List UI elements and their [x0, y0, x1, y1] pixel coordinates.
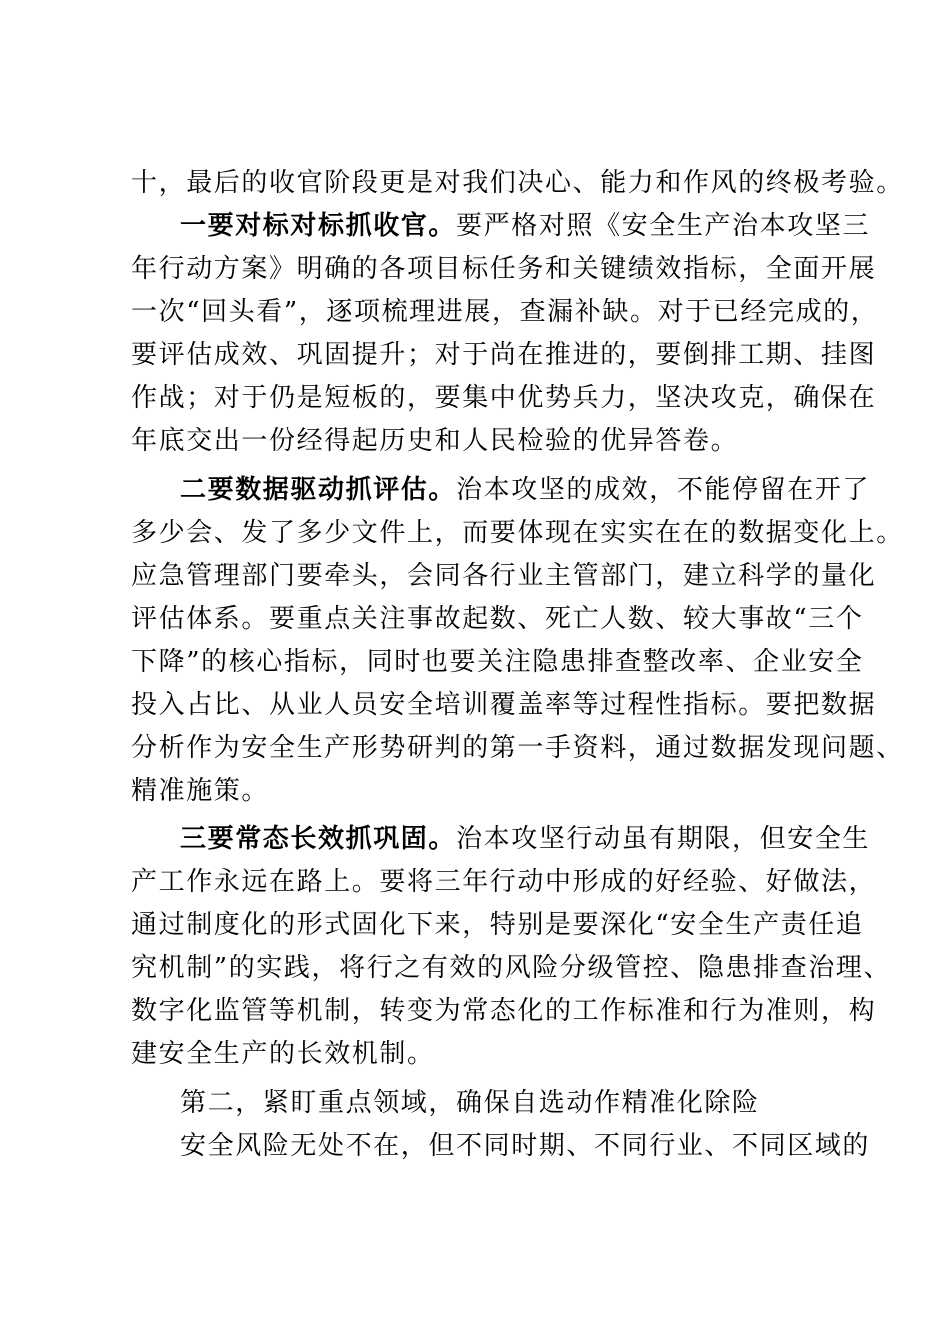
section-heading: 三要常态长效抓巩固。 — [180, 824, 457, 854]
paragraph-line: 评估体系。要重点关注事故起数、死亡人数、较大事故“三个 — [131, 604, 864, 634]
paragraph-line: 作战；对于仍是短板的，要集中优势兵力，坚决攻克，确保在 — [131, 383, 877, 413]
paragraph-line: 下降”的核心指标，同时也要关注隐患排查整改率、企业安全 — [131, 647, 864, 677]
paragraph-line: 年行动方案》明确的各项目标任务和关键绩效指标，全面开展 — [131, 254, 877, 284]
paragraph-line: 分析作为安全生产形势研判的第一手资料，通过数据发现问题、 — [131, 733, 904, 763]
paragraph-line: 精准施策。 — [131, 776, 270, 806]
paragraph-line: 数字化监管等机制，转变为常态化的工作标准和行为准则，构 — [131, 996, 877, 1026]
paragraph-line: 安全风险无处不在，但不同时期、不同行业、不同区域的 — [180, 1131, 871, 1161]
paragraph-line: 十，最后的收官阶段更是对我们决心、能力和作风的终极考验。 — [131, 168, 904, 198]
section-heading: 二要数据驱动抓评估。 — [180, 475, 457, 505]
paragraph-line: 产工作永远在路上。要将三年行动中形成的好经验、好做法， — [131, 867, 877, 897]
subsection-title: 第二，紧盯重点领域，确保自选动作精准化除险 — [180, 1088, 760, 1118]
paragraph-line: 通过制度化的形式固化下来，特别是要深化“安全生产责任追 — [131, 910, 864, 940]
section-heading-line: 一要对标对标抓收官。要严格对照《安全生产治本攻坚三 — [180, 211, 871, 241]
paragraph-line: 究机制”的实践，将行之有效的风险分级管控、隐患排查治理、 — [131, 953, 892, 983]
paragraph-line: 一次“回头看”，逐项梳理进展，查漏补缺。对于已经完成的， — [131, 297, 879, 327]
paragraph-line: 要评估成效、巩固提升；对于尚在推进的，要倒排工期、挂图 — [131, 340, 877, 370]
section-heading-line: 二要数据驱动抓评估。治本攻坚的成效，不能停留在开了 — [180, 475, 871, 505]
paragraph-line: 应急管理部门要牵头，会同各行业主管部门，建立科学的量化 — [131, 561, 877, 591]
section-heading: 一要对标对标抓收官。 — [180, 211, 457, 241]
paragraph-line: 建安全生产的长效机制。 — [131, 1039, 435, 1069]
paragraph-line: 年底交出一份经得起历史和人民检验的优异答卷。 — [131, 426, 739, 456]
paragraph-line: 投入占比、从业人员安全培训覆盖率等过程性指标。要把数据 — [131, 690, 877, 720]
paragraph-line: 多少会、发了多少文件上，而要体现在实实在在的数据变化上。 — [131, 518, 904, 548]
section-heading-line: 三要常态长效抓巩固。治本攻坚行动虽有期限，但安全生 — [180, 824, 871, 854]
